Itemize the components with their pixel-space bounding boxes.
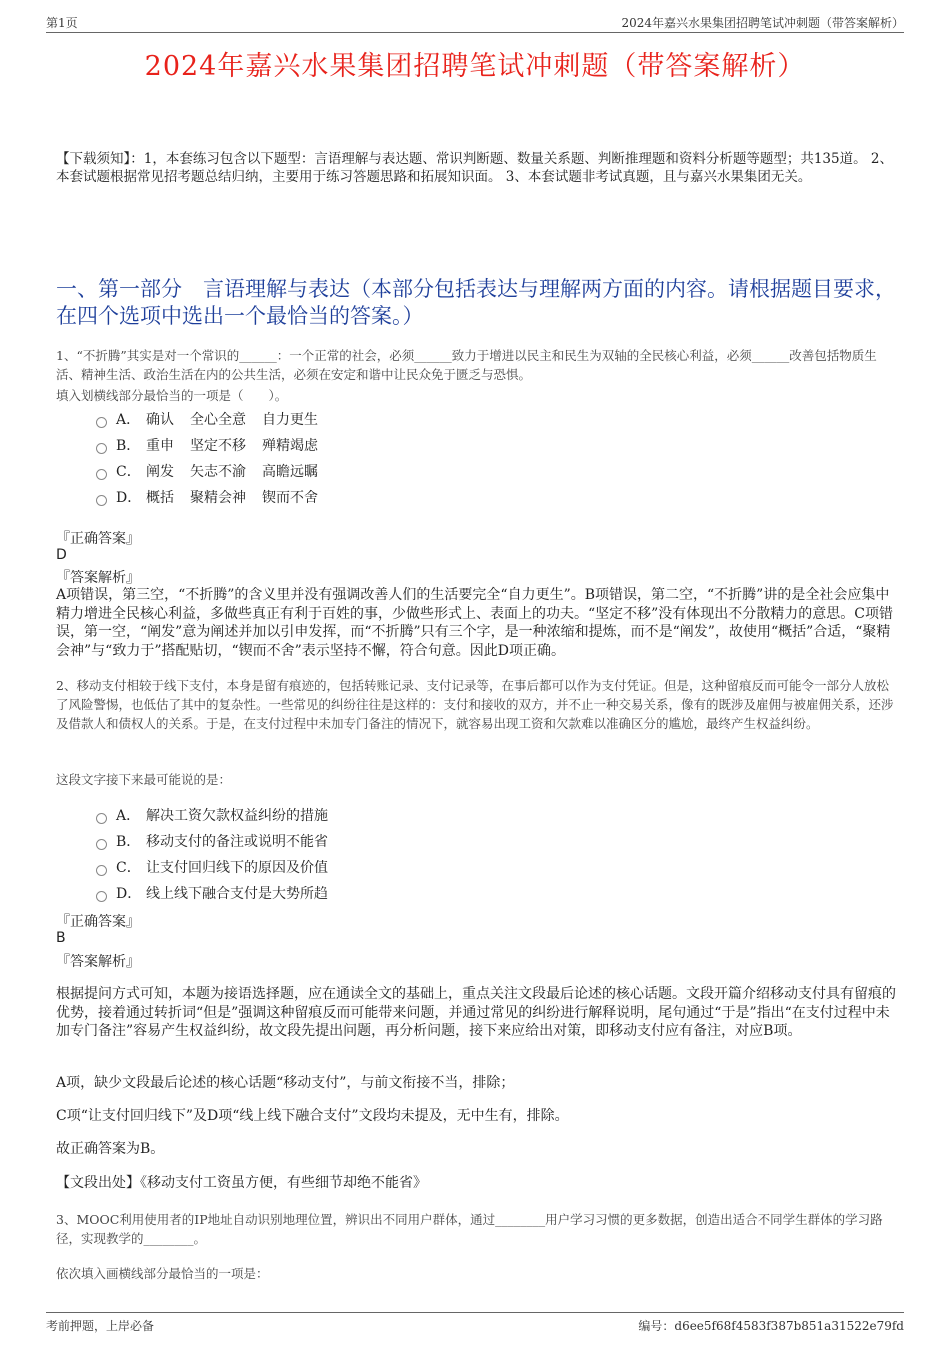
footer-slogan: 考前押题，上岸必备 <box>46 1319 155 1333</box>
radio-icon[interactable] <box>96 495 107 506</box>
question-2-analysis-label: 『答案解析』 <box>56 954 140 970</box>
question-1-options <box>96 406 334 510</box>
header-doc-title: 2024年嘉兴水果集团招聘笔试冲刺题（带答案解析） <box>621 16 904 30</box>
question-2-option-d[interactable]: D． 线上线下融合支付是大势所趋 <box>96 880 328 906</box>
question-1-option-b[interactable]: B． 重申 坚定不移 殚精竭虑 <box>96 432 334 458</box>
question-1-answer: D <box>56 547 67 563</box>
question-1-option-a[interactable]: A． 确认 全心全意 自力更生 <box>96 406 334 432</box>
question-2-prompt: 这段文字接下来最可能说的是： <box>56 772 232 787</box>
question-2-answer: B <box>56 930 66 946</box>
question-1-answer-label: 『正确答案』 <box>56 531 140 547</box>
question-3-prompt: 依次填入画横线部分最恰当的一项是： <box>56 1266 269 1281</box>
question-2-analysis-p4: 故正确答案为B。 <box>56 1141 165 1157</box>
question-1-analysis: A项错误，第三空，“不折腾”的含义里并没有强调改善人们的生活要完全“自力更生”。B项错误，第二空，“不折腾”讲的是全社会应集中精力增进全民核心利益，多做些真正有利于百姓的事，少做些形式上、表面上的功夫。“坚定不移”没有体现出不分散精力的意思。C项错误，第一空，“阐发”意为阐述并加以引申发挥，而“不折腾”只有三个字，是一种浓缩和提炼，而不是“阐发”，故使用“概括”合适，“聚精会神”与“致力于”搭配贴切，“锲而不舍”表示坚持不懈，符合句意。因此D项正确。 <box>56 587 894 659</box>
question-1-stem: 1、“不折腾”其实是对一个常识的______：一个正常的社会，必须______致力于增进以民主和民生为双轴的全民核心利益，必须______改善包括物质生活、精神生活、政治生活在内的公共生活，必须在安定和谐中让民众免于匮乏与恐惧。 <box>56 348 877 382</box>
question-2-answer-label: 『正确答案』 <box>56 914 140 930</box>
question-1-option-d[interactable]: D． 概括 聚精会神 锲而不舍 <box>96 484 334 510</box>
footer-serial: 编号：d6ee5f68f4583f387b851a31522e79fd <box>638 1319 904 1333</box>
page-header <box>46 12 904 33</box>
question-3-stem: 3、MOOC利用使用者的IP地址自动识别地理位置，辨识出不同用户群体，通过________用户学习习惯的更多数据，创造出适合不同学生群体的学习路径，实现教学的________。 <box>56 1212 883 1246</box>
question-1-analysis-label: 『答案解析』 <box>56 570 140 586</box>
download-notice: 【下载须知】：1，本套练习包含以下题型：言语理解与表达题、常识判断题、数量关系题、判断推理题和资料分析题等题型；共135道。 2、本套试题根据常见招考题总结归纳，主要用于练习答题思路和拓展知识面。 3、本套试题非考试真题，且与嘉兴水果集团无关。 <box>56 151 893 185</box>
page-title: 2024年嘉兴水果集团招聘笔试冲刺题（带答案解析） <box>144 51 806 82</box>
section-heading: 一、第一部分 言语理解与表达（本部分包括表达与理解两方面的内容。请根据题目要求，在四个选项中选出一个最恰当的答案。） <box>56 277 896 328</box>
radio-icon[interactable] <box>96 443 107 454</box>
radio-icon[interactable] <box>96 865 107 876</box>
radio-icon[interactable] <box>96 813 107 824</box>
question-2-option-b[interactable]: B． 移动支付的备注或说明不能省 <box>96 828 328 854</box>
radio-icon[interactable] <box>96 839 107 850</box>
question-2-options <box>96 802 328 906</box>
radio-icon[interactable] <box>96 469 107 480</box>
question-1-prompt: 填入划横线部分最恰当的一项是（ ）。 <box>56 388 288 403</box>
page-number: 第1页 <box>46 16 78 30</box>
question-1-option-c[interactable]: C． 阐发 矢志不渝 高瞻远瞩 <box>96 458 334 484</box>
question-2-source: 【文段出处】《移动支付工资虽方便，有些细节却绝不能省》 <box>56 1175 427 1191</box>
radio-icon[interactable] <box>96 891 107 902</box>
page-footer <box>46 1312 904 1335</box>
question-2-option-a[interactable]: A． 解决工资欠款权益纠纷的措施 <box>96 802 328 828</box>
radio-icon[interactable] <box>96 417 107 428</box>
question-2-analysis-p1: 根据提问方式可知，本题为接语选择题，应在通读全文的基础上，重点关注文段最后论述的核心话题。文段开篇介绍移动支付具有留痕的优势，接着通过转折词“但是”强调这种留痕反而可能带来问题，并通过常见的纠纷进行解释说明，尾句通过“于是”指出“在支付过程中未加专门备注”容易产生权益纠纷，故文段先提出问题，再分析问题，接下来应给出对策，即移动支付应有备注，对应B项。 <box>56 986 896 1039</box>
question-2-analysis-p2: A项，缺少文段最后论述的核心话题“移动支付”，与前文衔接不当，排除； <box>56 1075 515 1091</box>
question-2-analysis-p3: C项“让支付回归线下”及D项“线上线下融合支付”文段均未提及，无中生有，排除。 <box>56 1108 569 1124</box>
question-2-option-c[interactable]: C． 让支付回归线下的原因及价值 <box>96 854 328 880</box>
question-2-stem: 2、移动支付相较于线下支付，本身是留有痕迹的，包括转账记录、支付记录等，在事后都可以作为支付凭证。但是，这种留痕反而可能令一部分人放松了风险警惕，也低估了其中的复杂性。一些常见的纠纷往往是这样的：支付和接收的双方，并不止一种交易关系，像有的既涉及雇佣与被雇佣关系，还涉及借款人和债权人的关系。于是，在支付过程中未加专门备注的情况下，就容易出现工资和欠款难以准确区分的尴尬，最终产生权益纠纷。 <box>56 678 894 731</box>
